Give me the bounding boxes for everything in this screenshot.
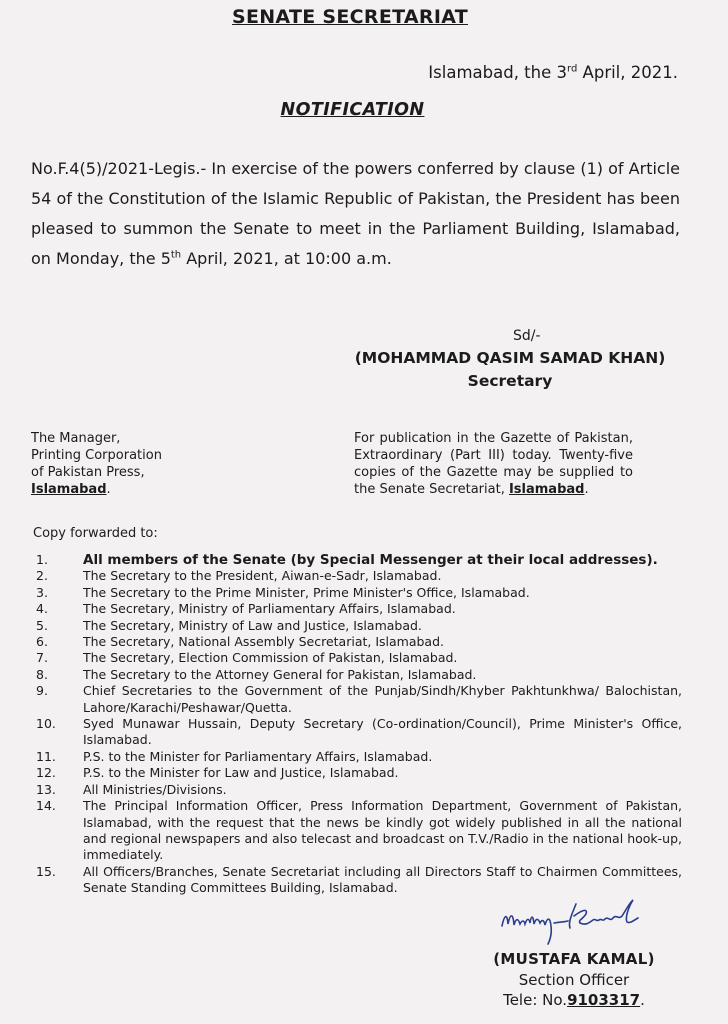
sender-title: Section Officer (518, 971, 630, 989)
address-line-2: Printing Corporation (31, 448, 162, 463)
publication-instruction (354, 430, 633, 498)
copy-forwarded-list (26, 552, 682, 897)
list-item-number: 4. (36, 601, 48, 617)
list-item-text: Syed Munawar Hussain, Deputy Secretary (Co-ordination/Council), Prime Minister's Office, Islamabad. (83, 716, 682, 748)
list-item (26, 634, 682, 650)
signatory-name: (MOHAMMAD QASIM SAMAD KHAN) (354, 349, 666, 367)
notification-body (31, 154, 680, 274)
list-item-number: 12. (36, 765, 56, 781)
list-item (26, 683, 682, 716)
dateline (428, 63, 678, 82)
publication-suffix: . (584, 482, 589, 497)
list-item (26, 650, 682, 666)
list-item (26, 765, 682, 781)
date-suffix: April, 2021. (577, 63, 678, 82)
list-item-text: All Ministries/Divisions. (83, 781, 227, 797)
address-city: Islamabad (31, 482, 107, 497)
list-item (26, 568, 682, 584)
date-superscript: rd (567, 63, 578, 75)
list-item-text: The Principal Information Officer, Press Information Department, Government of Pakistan, Islamabad, with the request that the news be kindly got widely published in all the national and regional newspapers and also telecast and broadcast on T.V./Radio in the national hook-up, immediately. (83, 798, 682, 863)
list-item-number: 13. (36, 781, 56, 797)
list-item-number: 15. (36, 863, 56, 879)
handwritten-signature (498, 896, 658, 948)
list-item-text: Chief Secretaries to the Government of the Punjab/Sindh/Khyber Pakhtunkhwa/ Balochistan, Lahore/Karachi/Peshawar/Quetta. (83, 683, 682, 715)
list-item (26, 798, 682, 864)
list-item-text: P.S. to the Minister for Law and Justice, Islamabad. (83, 765, 399, 781)
list-item-number: 2. (36, 568, 48, 584)
list-item-number: 11. (36, 748, 56, 764)
list-item-number: 5. (36, 617, 48, 633)
list-item-number: 9. (36, 683, 48, 699)
date-prefix: Islamabad, the 3 (428, 63, 568, 82)
tele-suffix: . (640, 991, 645, 1009)
notification-heading: NOTIFICATION (280, 100, 425, 120)
list-item-number: 10. (36, 716, 56, 732)
list-item-text: The Secretary to the Attorney General for Pakistan, Islamabad. (83, 666, 477, 682)
list-item-number: 6. (36, 634, 48, 650)
list-item-number: 8. (36, 666, 48, 682)
list-item-text: The Secretary, Election Commission of Pakistan, Islamabad. (83, 650, 458, 666)
list-item-text: P.S. to the Minister for Parliamentary Affairs, Islamabad. (83, 748, 433, 764)
sender-telephone (474, 991, 674, 1009)
list-item-text: The Secretary to the Prime Minister, Prime Minister's Office, Islamabad. (83, 584, 530, 600)
copy-forwarded-label: Copy forwarded to: (33, 526, 158, 541)
list-item (26, 864, 682, 897)
address-line-3: of Pakistan Press, (31, 465, 145, 480)
list-item-text: The Secretary to the President, Aiwan-e-Sadr, Islamabad. (83, 568, 442, 584)
address-city-suffix: . (106, 482, 111, 497)
sd-mark: Sd/- (513, 328, 541, 344)
address-line-1: The Manager, (31, 431, 121, 446)
sender-name: (MUSTAFA KAMAL) (493, 950, 655, 968)
publication-text: For publication in the Gazette of Pakistan, Extraordinary (Part III) today. Twenty-five copies of the Gazette may be supplied to the Senate Secretariat, (354, 431, 633, 497)
list-item-number: 14. (36, 798, 56, 814)
list-item-text: The Secretary, Ministry of Law and Justice, Islamabad. (83, 617, 422, 633)
list-item-text: The Secretary, Ministry of Parliamentary Affairs, Islamabad. (83, 601, 456, 617)
list-item-number: 3. (36, 584, 48, 600)
list-item (26, 749, 682, 765)
document-title: SENATE SECRETARIAT (231, 6, 469, 28)
body-text-part1: No.F.4(5)/2021-Legis.- In exercise of the powers conferred by clause (1) of Article 54 of the Constitution of the Islamic Republic of Pakistan, the President has been pleased to summon the Senate to meet in the Parliament Building, Islamabad, on Monday, the 5 (31, 159, 680, 268)
tele-number: 9103317 (567, 991, 641, 1009)
body-superscript: th (170, 249, 182, 261)
recipient-address (31, 430, 162, 498)
signatory-title: Secretary (467, 372, 553, 390)
list-item (26, 667, 682, 683)
publication-city: Islamabad (508, 482, 585, 497)
tele-label: Tele: No. (503, 991, 568, 1009)
list-item-text: All Officers/Branches, Senate Secretariat including all Directors Staff to Chairmen Committees, Senate Standing Committees Building, Islamabad. (83, 863, 682, 896)
list-item (26, 618, 682, 634)
body-text-part2: April, 2021, at 10:00 a.m. (181, 249, 392, 268)
list-item-number: 1. (36, 552, 48, 567)
list-item-number: 7. (36, 650, 48, 666)
list-item (26, 552, 682, 568)
list-item-text: The Secretary, National Assembly Secretariat, Islamabad. (83, 634, 445, 650)
list-item-text: All members of the Senate (by Special Messenger at their local addresses). (83, 552, 658, 568)
list-item (26, 601, 682, 617)
list-item (26, 585, 682, 601)
address-city-line (31, 481, 162, 498)
list-item (26, 716, 682, 749)
list-item (26, 782, 682, 798)
